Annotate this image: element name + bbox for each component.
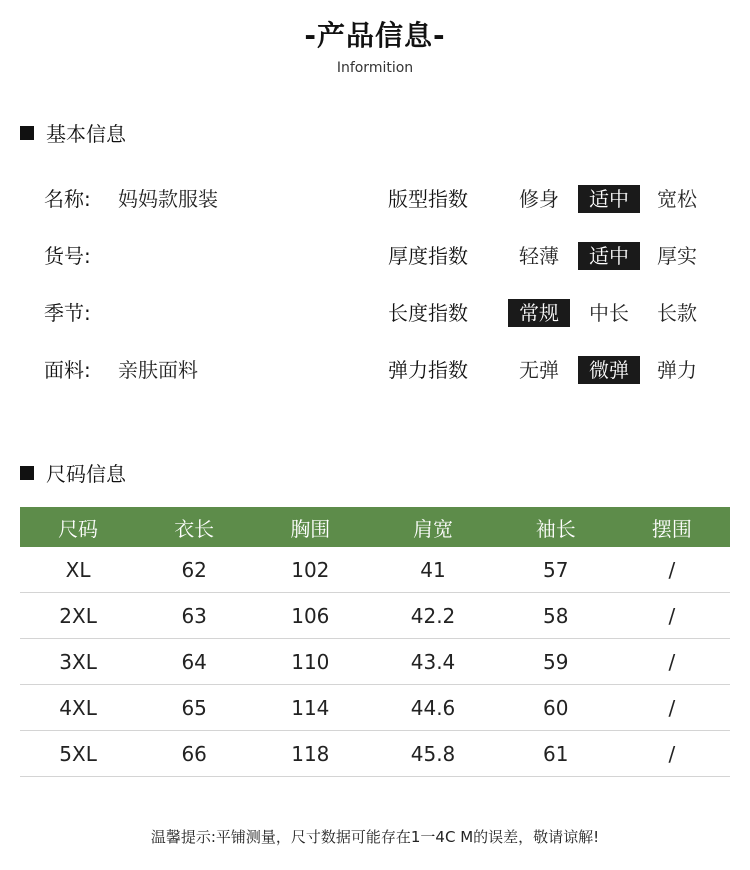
table-row	[20, 685, 730, 731]
basic-info-heading	[20, 118, 126, 147]
table-row	[20, 593, 730, 639]
index-option: 厚实	[657, 244, 697, 268]
measurement-note: 温馨提示:平铺测量，尺寸数据可能存在1一4C M的误差，敬请谅解!	[150, 828, 600, 846]
size-info-label: 尺码信息	[46, 462, 126, 486]
index-option: 轻薄	[519, 244, 559, 268]
info-row	[0, 296, 750, 330]
info-label: 季节:	[44, 301, 91, 325]
index-option-selected: 适中	[578, 185, 640, 213]
info-label: 名称:	[44, 187, 91, 211]
table-cell: 4XL	[20, 685, 136, 731]
table-cell: /	[614, 547, 730, 593]
table-cell: 106	[252, 593, 368, 639]
info-row	[0, 182, 750, 216]
index-label: 长度指数	[388, 301, 468, 325]
size-column-header: 尺码	[20, 507, 136, 547]
size-table-header	[20, 507, 730, 547]
size-column-header: 摆围	[614, 507, 730, 547]
table-cell: XL	[20, 547, 136, 593]
table-cell: /	[614, 593, 730, 639]
index-option-selected: 微弹	[578, 356, 640, 384]
table-cell: 59	[498, 639, 614, 685]
table-cell: 45.8	[368, 731, 497, 777]
table-cell: 110	[252, 639, 368, 685]
table-cell: 61	[498, 731, 614, 777]
square-bullet-icon	[20, 466, 34, 480]
info-label: 货号:	[44, 244, 91, 268]
info-value: 亲肤面料	[118, 358, 198, 382]
table-cell: /	[614, 685, 730, 731]
size-info-heading	[20, 458, 126, 487]
index-option: 长款	[657, 301, 697, 325]
size-column-header: 衣长	[136, 507, 252, 547]
table-cell: /	[614, 731, 730, 777]
index-option: 宽松	[657, 187, 697, 211]
table-row	[20, 547, 730, 593]
size-column-header: 袖长	[498, 507, 614, 547]
table-cell: 44.6	[368, 685, 497, 731]
table-row	[20, 639, 730, 685]
page-title: -产品信息-	[304, 19, 446, 52]
size-table	[20, 507, 730, 777]
table-cell: 2XL	[20, 593, 136, 639]
square-bullet-icon	[20, 126, 34, 140]
index-option: 中长	[589, 301, 629, 325]
index-option: 无弹	[519, 358, 559, 382]
table-cell: 41	[368, 547, 497, 593]
index-option: 修身	[519, 187, 559, 211]
index-label: 弹力指数	[388, 358, 468, 382]
info-label: 面料:	[44, 358, 91, 382]
index-label: 版型指数	[388, 187, 468, 211]
table-cell: 63	[136, 593, 252, 639]
table-cell: /	[614, 639, 730, 685]
info-value: 妈妈款服装	[118, 187, 218, 211]
table-cell: 66	[136, 731, 252, 777]
index-option-selected: 适中	[578, 242, 640, 270]
basic-info-label: 基本信息	[46, 122, 126, 146]
table-cell: 64	[136, 639, 252, 685]
size-column-header: 肩宽	[368, 507, 497, 547]
table-cell: 43.4	[368, 639, 497, 685]
table-cell: 102	[252, 547, 368, 593]
info-row	[0, 239, 750, 273]
index-option-selected: 常规	[508, 299, 570, 327]
page-subtitle: Informition	[336, 60, 414, 76]
table-cell: 3XL	[20, 639, 136, 685]
table-cell: 60	[498, 685, 614, 731]
table-cell: 118	[252, 731, 368, 777]
table-cell: 57	[498, 547, 614, 593]
index-label: 厚度指数	[388, 244, 468, 268]
table-cell: 42.2	[368, 593, 497, 639]
table-cell: 65	[136, 685, 252, 731]
table-cell: 5XL	[20, 731, 136, 777]
table-cell: 62	[136, 547, 252, 593]
table-cell: 114	[252, 685, 368, 731]
size-column-header: 胸围	[252, 507, 368, 547]
table-cell: 58	[498, 593, 614, 639]
index-option: 弹力	[657, 358, 697, 382]
info-row	[0, 353, 750, 387]
table-row	[20, 731, 730, 777]
